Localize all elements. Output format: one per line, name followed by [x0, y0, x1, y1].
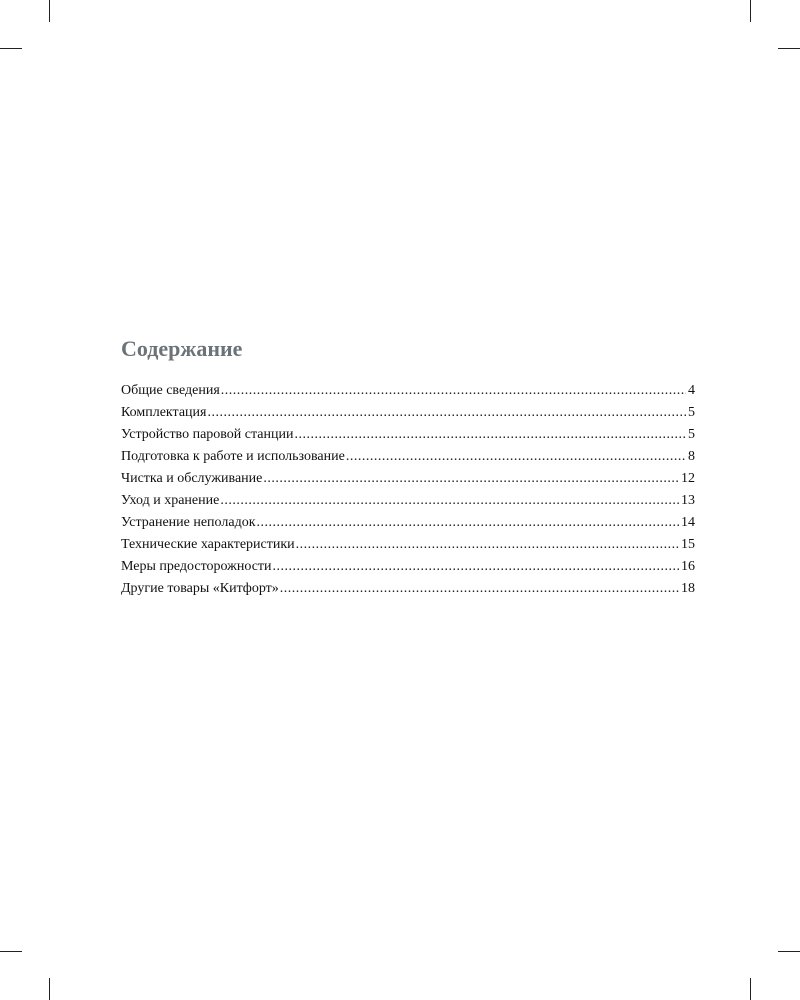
toc-dot-leader: [207, 402, 686, 424]
toc-entry-page: 14: [681, 515, 695, 530]
toc-dot-leader: [257, 512, 680, 534]
toc-entry-label: Чистка и обслуживание: [121, 471, 263, 486]
toc-entry-label: Устранение неполадок: [121, 515, 256, 530]
toc-dot-leader: [220, 490, 679, 512]
crop-mark-bottom-right-vertical: [750, 978, 751, 1000]
toc-dot-leader: [263, 468, 679, 490]
toc-entry-page: 18: [681, 581, 695, 596]
crop-mark-top-right-horizontal: [778, 48, 800, 49]
toc-entry[interactable]: [121, 512, 695, 534]
toc-entry-label: Другие товары «Китфорт»: [121, 581, 279, 596]
toc-entry[interactable]: [121, 468, 695, 490]
toc-entry[interactable]: [121, 446, 695, 468]
crop-mark-top-left-vertical: [49, 0, 50, 22]
toc-entry-label: Устройство паровой станции: [121, 427, 294, 442]
toc-dot-leader: [346, 446, 686, 468]
crop-mark-bottom-right-horizontal: [778, 951, 800, 952]
toc-entry-page: 8: [688, 449, 695, 464]
toc-dot-leader: [296, 534, 679, 556]
toc-list: [121, 380, 695, 600]
toc-entry[interactable]: [121, 380, 695, 402]
toc-dot-leader: [280, 578, 679, 600]
crop-mark-top-right-vertical: [750, 0, 751, 22]
toc-entry[interactable]: [121, 490, 695, 512]
toc-entry-label: Технические характеристики: [121, 537, 295, 552]
toc-entry[interactable]: [121, 424, 695, 446]
toc-entry-page: 5: [688, 405, 695, 420]
toc-entry[interactable]: [121, 402, 695, 424]
toc-entry-page: 4: [688, 383, 695, 398]
toc-dot-leader: [273, 556, 679, 578]
toc-entry-page: 15: [681, 537, 695, 552]
toc-entry[interactable]: [121, 578, 695, 600]
toc-dot-leader: [294, 424, 686, 446]
toc-entry[interactable]: [121, 556, 695, 578]
toc-entry-page: 16: [681, 559, 695, 574]
crop-mark-top-left-horizontal: [0, 48, 22, 49]
toc-entry-page: 13: [681, 493, 695, 508]
toc-entry-page: 12: [681, 471, 695, 486]
toc-entry-label: Уход и хранение: [121, 493, 220, 508]
toc-entry-label: Подготовка к работе и использование: [121, 449, 345, 464]
toc-entry-label: Общие сведения: [121, 383, 220, 398]
toc-dot-leader: [221, 380, 686, 402]
toc-entry-label: Меры предосторожности: [121, 559, 272, 574]
crop-mark-bottom-left-vertical: [49, 978, 50, 1000]
toc-entry-page: 5: [688, 427, 695, 442]
toc-entry[interactable]: [121, 534, 695, 556]
toc-title: Содержание: [121, 336, 243, 361]
toc-entry-label: Комплектация: [121, 405, 207, 420]
crop-mark-bottom-left-horizontal: [0, 951, 22, 952]
